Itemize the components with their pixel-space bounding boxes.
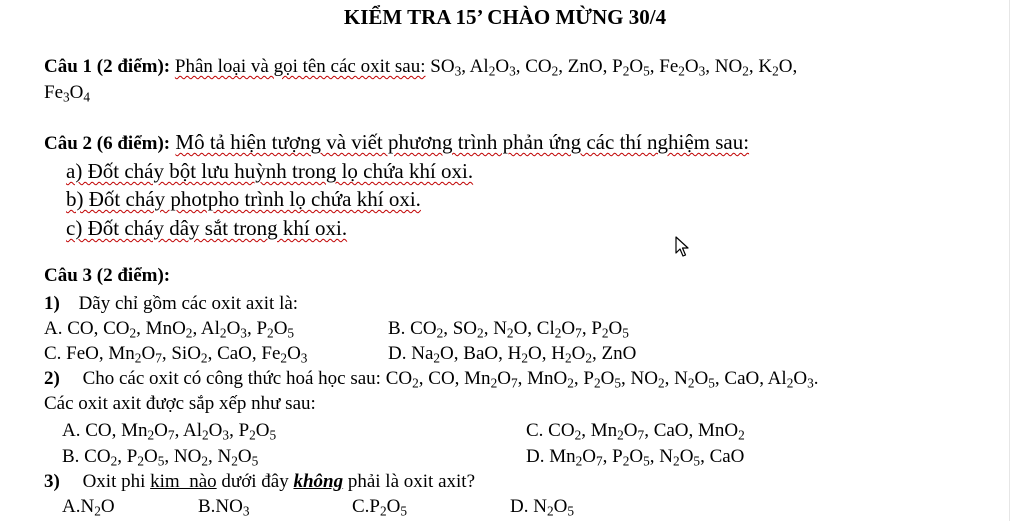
q3-sub1-option-b: B. $CO_2$, $SO_2$, $N_2O$, $Cl_2O_7$, $P_2O_5$ [388, 318, 629, 341]
q2-item-b: b) Đốt cháy photpho trình lọ chứa khí oxi. [66, 187, 421, 211]
q3-sub3-text-after: phải là oxit axit? [347, 471, 475, 492]
q3-sub3-option-b: $B.NO_3$ [198, 496, 250, 519]
q3-sub1-num: 1) [44, 293, 60, 314]
q3-sub2 [44, 368, 818, 390]
q3-sub2-option-a: A. CO, $Mn_2O_7$, $Al_2O_3$, $P_2O_5$ [62, 420, 277, 443]
q3-sub3-num: 3) [44, 471, 60, 492]
q2-item-a: a) Đốt cháy bột lưu huỳnh trong lọ chứa khí oxi. [66, 159, 474, 183]
q3-sub3-option-d: D. $N_2O_5$ [510, 496, 574, 519]
q3-sub2-text-2: Các oxit axit được sắp xếp như sau: [44, 393, 316, 414]
q3-sub1 [44, 293, 298, 315]
q3-line [44, 265, 170, 287]
q3-sub3-text-before: Oxit phi [82, 471, 146, 492]
q1-text: Phân loại và gọi tên các oxit sau: [174, 56, 426, 77]
q3-sub2-option-b: B. $CO_2$, $P_2O_5$, $NO_2$, $N_2O_5$ [62, 446, 259, 469]
q3-sub3-option-c: $C.P_2O_5$ [352, 496, 408, 519]
q3-sub3-text-mid: dưới đây [221, 471, 289, 492]
q2-line [44, 131, 749, 155]
q1-formulas: $SO_3$, $Al_2O_3$, $CO_2$, ZnO, $P_2O_5$, $Fe_2O_3$, $NO_2$, $K_2O$, [430, 56, 798, 79]
mouse-pointer-icon [675, 236, 691, 258]
q1-line [44, 56, 797, 78]
q3-label: Câu 3 (2 điểm): [44, 265, 171, 286]
q1-label: Câu 1 (2 điểm): [44, 56, 171, 77]
q3-sub3-option-a: $A.N_2O$ [62, 496, 115, 519]
q3-sub1-option-a: A. CO, $CO_2$, MnO$_2$, $Al_2O_3$, $P_2O_5$ [44, 318, 295, 341]
q3-sub3 [44, 471, 475, 493]
q3-sub1-option-d: D. $Na_2O$, BaO, $H_2O$, $H_2O_2$, ZnO [388, 343, 637, 366]
q2-item-c: c) Đốt cháy dây sắt trong khí oxi. [66, 216, 348, 240]
q2-text: Mô tả hiện tượng và viết phương trình phản ứng các thí nghiệm sau: [175, 130, 750, 154]
q3-sub2-text: Cho các oxit có công thức hoá học sau: $CO_2$, CO, $Mn_2O_7$, MnO$_2$, $P_2O_5$, $NO_2$, $N_2O_5$, CaO, $Al_2O_3$. [82, 368, 819, 391]
q3-sub1-text: Dãy chỉ gồm các oxit axit là: [78, 293, 299, 314]
q1-formulas-2: $Fe_3O_4$ [44, 82, 91, 105]
q3-sub1-option-c: C. FeO, $Mn_2O_7$, SiO$_2$, CaO, $Fe_2O_3$ [44, 343, 308, 366]
q3-sub3-kim-nao: kim nào [150, 471, 217, 492]
scrollbar[interactable] [1009, 0, 1024, 521]
page-title: KIỂM TRA 15’ CHÀO MỪNG 30/4 [343, 5, 667, 29]
q1-line-2 [44, 82, 90, 104]
q3-sub2-option-c: C. $CO_2$, $Mn_2O_7$, CaO, MnO$_2$ [526, 420, 745, 443]
q3-sub2-option-d: D. $Mn_2O_7$, $P_2O_5$, $N_2O_5$, CaO [526, 446, 745, 469]
q3-sub2-num: 2) [44, 368, 60, 389]
q3-sub3-khong: không [293, 471, 344, 492]
q2-label: Câu 2 (6 điểm): [44, 133, 171, 154]
